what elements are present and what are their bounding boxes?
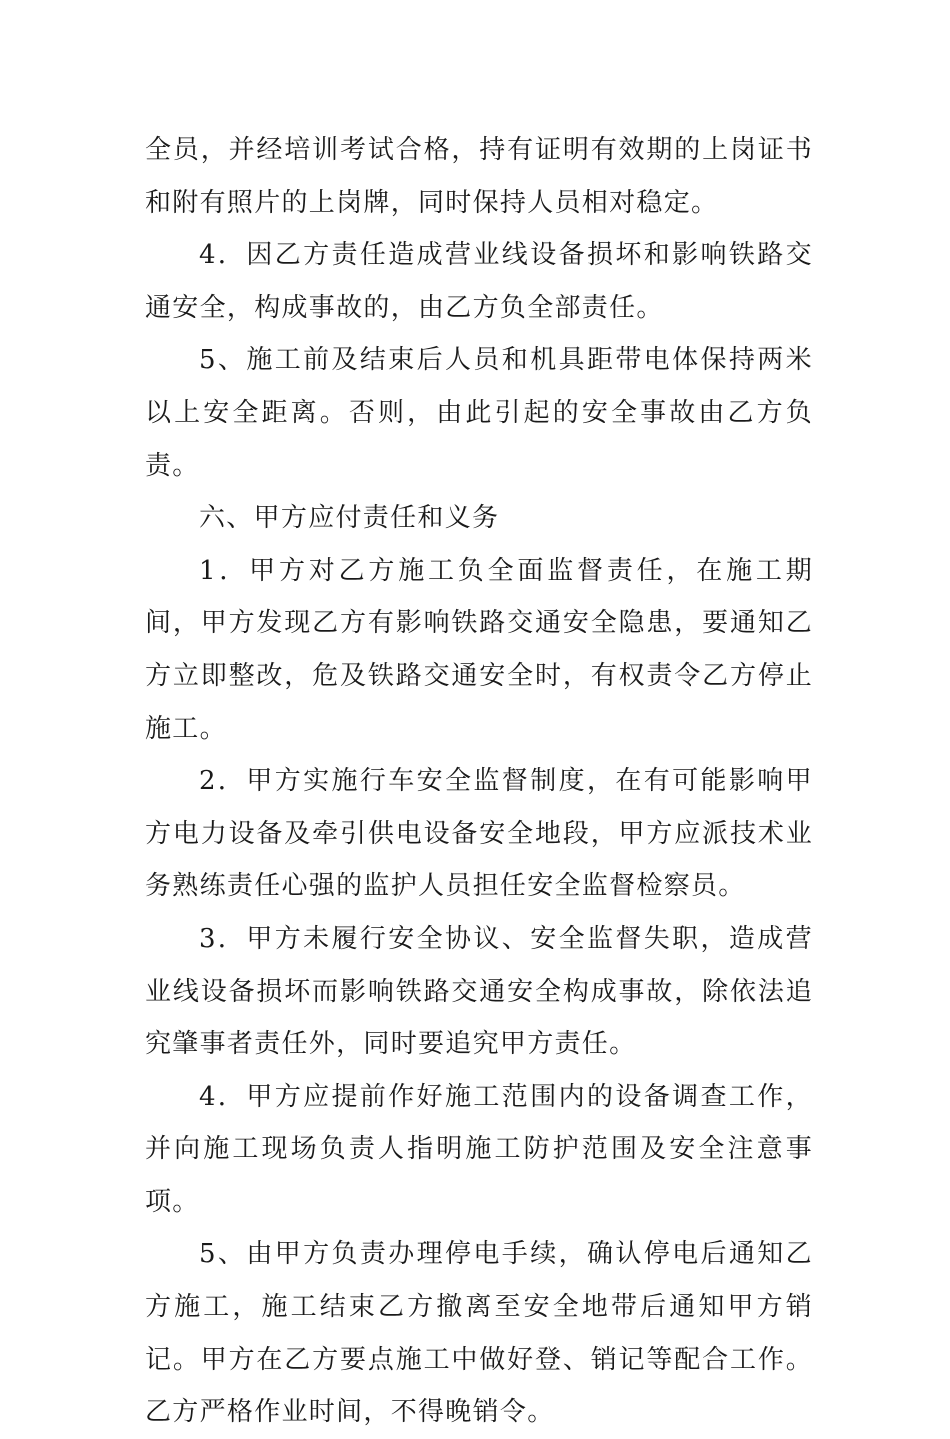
paragraph-3: 5、施工前及结束后人员和机具距带电体保持两米以上安全距离。否则，由此引起的安全事故由乙方负责。 — [145, 345, 813, 481]
paragraph-1: 全员，并经培训考试合格，持有证明有效期的上岗证书和附有照片的上岗牌，同时保持人员相对稳定。 — [145, 135, 813, 218]
paragraph-9: 5、由甲方负责办理停电手续，确认停电后通知乙方施工，施工结束乙方撤离至安全地带后通知甲方销记。甲方在乙方要点施工中做好登、销记等配合工作。乙方严格作业时间，不得晚销令。 — [145, 1239, 813, 1428]
paragraph-2: 4．因乙方责任造成营业线设备损坏和影响铁路交通安全，构成事故的，由乙方负全部责任。 — [145, 240, 813, 323]
section-heading: 六、甲方应付责任和义务 — [199, 503, 500, 534]
paragraph-6: 2．甲方实施行车安全监督制度，在有可能影响甲方电力设备及牵引供电设备安全地段，甲方应派技术业务熟练责任心强的监护人员担任安全监督检察员。 — [145, 766, 813, 902]
paragraph-5: 1．甲方对乙方施工负全面监督责任，在施工期间，甲方发现乙方有影响铁路交通安全隐患，要通知乙方立即整改，危及铁路交通安全时，有权责令乙方停止施工。 — [145, 555, 813, 744]
paragraph-8: 4．甲方应提前作好施工范围内的设备调查工作，并向施工现场负责人指明施工防护范围及安全注意事项。 — [145, 1081, 813, 1217]
document-body — [145, 124, 813, 1439]
paragraph-7: 3．甲方未履行安全协议、安全监督失职，造成营业线设备损坏而影响铁路交通安全构成事故，除依法追究肇事者责任外，同时要追究甲方责任。 — [145, 923, 813, 1060]
